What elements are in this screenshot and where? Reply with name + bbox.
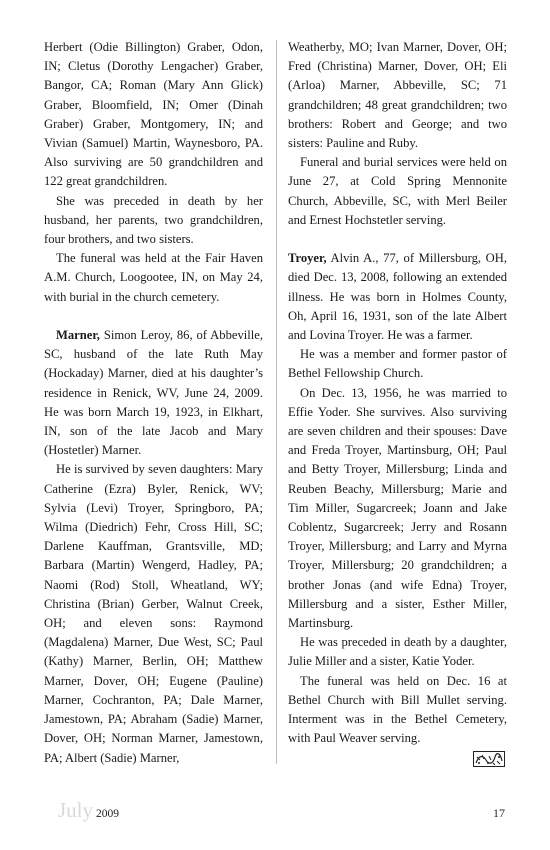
obituary-marner-survivors: He is survived by seven daughters: Mary Catherine (Ezra) Byler, Renick, WV; Sylvia (Levi) Troyer, Springboro, PA; Wilma (Diedrich) Fehr, Cross Hill, SC; Darlene Kauffman, Grantsville, MD; Barbara (Martin) Wengerd, Hadley, PA; Naomi (Rod) Stoll, Wheatland, WY; Christina (Brian) Gerber, Walnut Creek, OH; and eleven sons: Raymond (Magdalena) Marner, Due West, SC; Paul (Kathy) Marner, Berlin, OH; Matthew Marner, Dover, OH; Eugene (Pauline) Marner, Cochranton, PA; Dale Marner, Jamestown, PA; Abraham (Sadie) Marner, Dover, OH; Norman Marner, Jamestown, PA; Albert (Sadie) Marner, [44,462,263,765]
right-text-column [288,38,507,749]
obituary-marner-survivors-continued: Weatherby, MO; Ivan Marner, Dover, OH; Fred (Christina) Marner, Dover, OH; Eli (Arloa) Marner, Abbeville, SC; 71 grandchildren; 48 great grandchildren; two brothers: Robert and George; and two sisters: Pauline and Ruby. [288,40,507,151]
obituary-continuation-paragraph: Herbert (Odie Billington) Graber, Odon, IN; Cletus (Dorothy Lengacher) Graber, Bangor, CA; Roman (Mary Ann Glick) Graber, Bloomfield, IN; Omer (Dinah Graber) Graber, Montgomery, IN; and Vivian (Samuel) Martin, Waynesboro, PA. Also surviving are 50 grandchildren and 122 great grandchildren. [44,40,263,189]
end-of-article-ornament-icon [473,751,505,767]
obituary-troyer-membership: He was a member and former pastor of Bethel Fellowship Church. [288,347,507,381]
obituary-marner-funeral: Funeral and burial services were held on June 27, at Cold Spring Mennonite Church, Abbeville, SC, with Merl Beiler and Ernest Hochstetler serving. [288,155,507,227]
column-divider [276,40,277,764]
obituary-surname-troyer: Troyer, [288,251,327,266]
obituary-entry-marner [44,326,263,460]
footer-page-number: 17 [493,806,505,820]
left-text-column [44,38,263,768]
obituary-troyer-intro: Alvin A., 77, of Millersburg, OH, died Dec. 13, 2008, following an extended illness. He was born in Holmes County, Oh, April 16, 1931, son of the late Albert and Lovina Troyer. He was a farmer. [288,251,507,343]
obituary-surname-marner: Marner, [56,328,100,343]
obituary-troyer-preceded: He was preceded in death by a daughter, Julie Miller and a sister, Katie Yoder. [288,635,507,669]
footer-year: 2009 [96,808,119,820]
obituary-preceded-paragraph: She was preceded in death by her husband, her parents, two grandchildren, four brothers, and two sisters. [44,193,263,247]
obituary-entry-troyer [288,249,507,345]
footer-month: July [58,798,94,822]
obituary-troyer-funeral: The funeral was held on Dec. 16 at Bethel Church with Bill Mullet serving. Interment was in the Bethel Cemetery, with Paul Weaver serving. [288,673,507,746]
obituary-funeral-paragraph: The funeral was held at the Fair Haven A.M. Church, Loogootee, IN, on May 24, with burial in the church cemetery. [44,251,263,304]
obituary-troyer-marriage-survivors: On Dec. 13, 1956, he was married to Effie Yoder. She survives. Also surviving are seven children and their spouses: Dave and Freda Troyer, Martinsburg, OH; Paul and Betty Troyer, Millersburg; Linda and Reuben Beachy, Millersburg; Marie and Tim Miller, Sugarcreek; Joann and Jake Coblentz, Sugarcreek; Jerry and Rosann Troyer, Millersburg; and Larry and Myrna Troyer, Millersburg; 20 grandchildren; a brother Jonas (and wife Edna) Troyer, Millersburg and a sister, Esther Miller, Martinsburg. [288,385,507,631]
obituary-marner-intro: Simon Leroy, 86, of Abbeville, SC, husband of the late Ruth May (Hockaday) Marner, died at his daughter’s residence in Renick, WV, June 24, 2009. He was born March 19, 1923, in Elkhart, IN, son of the late Jacob and Mary (Hostetler) Marner. [44,328,263,458]
